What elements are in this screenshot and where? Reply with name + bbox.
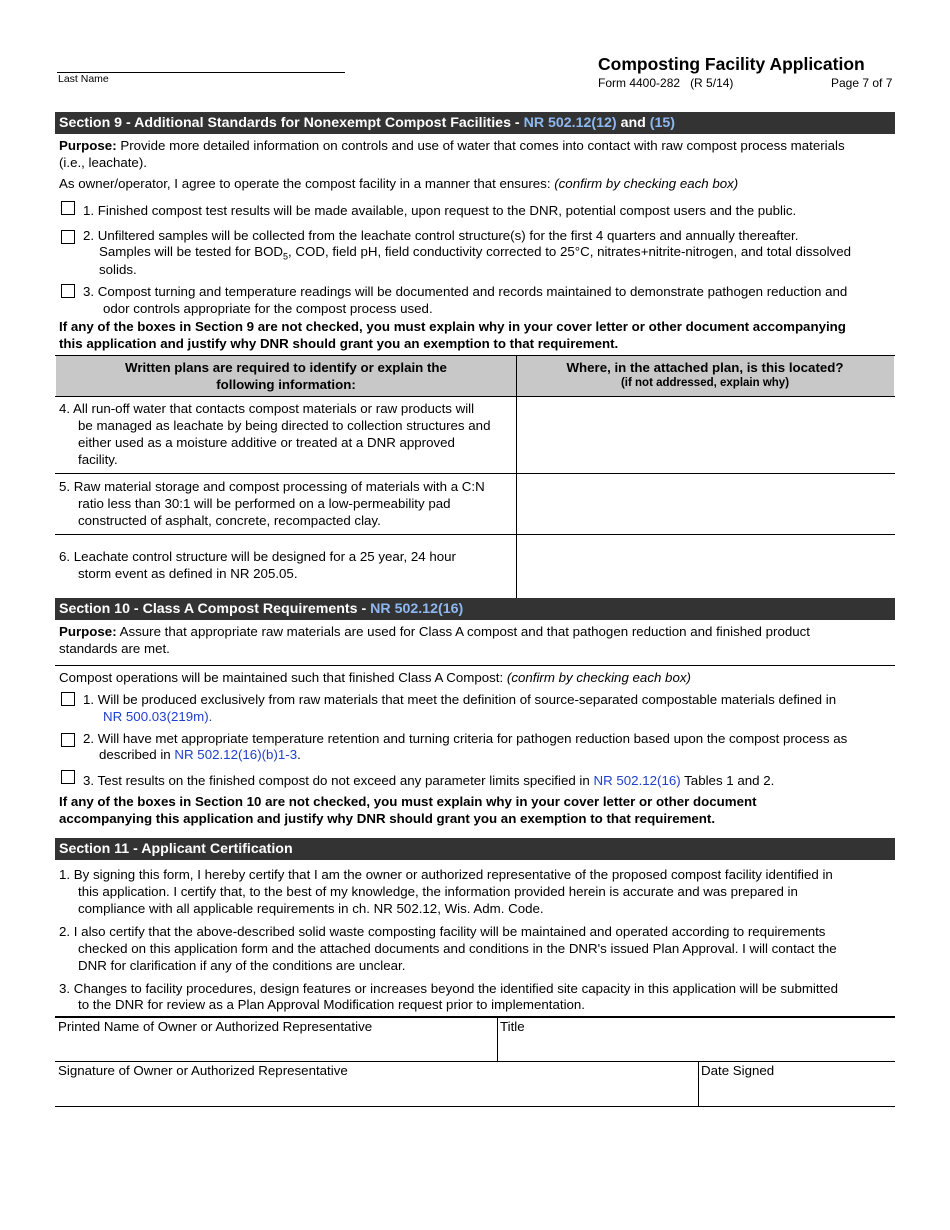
section-10-warning: If any of the boxes in Section 10 are not checked, you must explain why in your cover letter or other document: [59, 794, 757, 809]
section-10-item-2: 2. Will have met appropriate temperature retention and turning criteria for pathogen reduction based upon the compost process as: [83, 731, 848, 746]
section-10-item-1-link[interactable]: NR 500.03(219m).: [103, 709, 213, 724]
printed-name-field[interactable]: [55, 1018, 496, 1060]
location-field-row-4[interactable]: [518, 398, 894, 472]
section-10-item-1: 1. Will be produced exclusively from raw materials that meet the definition of source-separated compostable materials defined in: [83, 692, 837, 707]
signature-label: Signature of Owner or Authorized Representative: [58, 1063, 348, 1078]
title-field[interactable]: [498, 1018, 894, 1060]
section-10-warning-cont: accompanying this application and justify why DNR should grant you an exemption to that requirement.: [59, 811, 716, 826]
section-10-checkbox-1[interactable]: [61, 692, 75, 706]
section-10-item-3-link[interactable]: NR 502.12(16): [593, 773, 681, 788]
section-9-agree: As owner/operator, I agree to operate the compost facility in a manner that ensures: (confirm by checking each box): [59, 176, 739, 191]
section-10-ops: Compost operations will be maintained such that finished Class A Compost: (confirm by checking each box): [59, 670, 691, 685]
section-10-header: Section 10 - Class A Compost Requirements - NR 502.12(16): [55, 598, 895, 620]
page-number: Page 7 of 7: [831, 76, 893, 90]
printed-name-label: Printed Name of Owner or Authorized Representative: [58, 1019, 373, 1034]
section-10-purpose-cont: standards are met.: [59, 641, 170, 656]
section-9-checkbox-1[interactable]: [61, 201, 75, 215]
section-10-checkbox-2[interactable]: [61, 733, 75, 747]
last-name-label: Last Name: [58, 73, 109, 85]
section-9-purpose: Purpose: Provide more detailed information on controls and use of water that comes into contact with raw compost process materials: [59, 138, 845, 153]
table-header-right: Where, in the attached plan, is this located? (if not addressed, explain why): [516, 356, 894, 396]
section-10-link[interactable]: NR 502.12(16): [370, 601, 464, 617]
section-9-item-3-cont: odor controls appropriate for the compost process used.: [103, 301, 433, 316]
section-10-item-2-cont: described in NR 502.12(16)(b)1-3.: [99, 747, 301, 762]
section-9-checkbox-2[interactable]: [61, 230, 75, 244]
section-9-item-3: 3. Compost turning and temperature readings will be documented and records maintained to demonstrate pathogen reduction and: [83, 284, 848, 299]
section-10-purpose: Purpose: Assure that appropriate raw materials are used for Class A compost and that pathogen reduction and finished product: [59, 624, 810, 639]
date-signed-field[interactable]: [699, 1062, 894, 1105]
location-field-row-5[interactable]: [518, 475, 894, 533]
section-9-checkbox-3[interactable]: [61, 284, 75, 298]
section-9-link-1[interactable]: NR 502.12(12): [523, 115, 617, 131]
form-number: Form 4400-282 (R 5/14): [598, 76, 734, 90]
section-9-purpose-cont: (i.e., leachate).: [59, 155, 147, 170]
title-label: Title: [500, 1019, 525, 1034]
section-10-item-3: 3. Test results on the finished compost do not exceed any parameter limits specified in NR 502.12(16) Tables 1 and 2.: [83, 773, 775, 788]
signature-field[interactable]: [55, 1062, 697, 1105]
section-9-header: Section 9 - Additional Standards for Nonexempt Compost Facilities - NR 502.12(12) and (15): [55, 112, 895, 134]
location-field-row-6[interactable]: [518, 536, 894, 597]
section-9-item-2-cont: Samples will be tested for $BOD_5$, COD, field pH, field conductivity corrected to 25°C, nitrates+nitrite-nitrogen, and total dissolved: [99, 244, 851, 262]
section-9-link-2[interactable]: (15): [649, 115, 675, 131]
section-10-checkbox-3[interactable]: [61, 770, 75, 784]
section-9-item-2-cont2: solids.: [99, 262, 137, 277]
table-header-left: Written plans are required to identify or explain the following information:: [56, 356, 516, 396]
section-9-item-1: 1. Finished compost test results will be made available, upon request to the DNR, potential compost users and the public.: [83, 203, 797, 218]
section-9-item-2: 2. Unfiltered samples will be collected from the leachate control structure(s) for the first 4 quarters and annually thereafter.: [83, 228, 799, 243]
date-signed-label: Date Signed: [701, 1063, 775, 1078]
section-11-header: Section 11 - Applicant Certification: [55, 838, 895, 860]
section-10-item-2-link[interactable]: NR 502.12(16)(b)1-3: [174, 747, 298, 762]
section-9-warning-cont: this application and justify why DNR should grant you an exemption to that requirement.: [59, 336, 619, 351]
form-title: Composting Facility Application: [598, 54, 865, 74]
section-9-warning: If any of the boxes in Section 9 are not checked, you must explain why in your cover letter or other document accompanying: [59, 319, 846, 334]
